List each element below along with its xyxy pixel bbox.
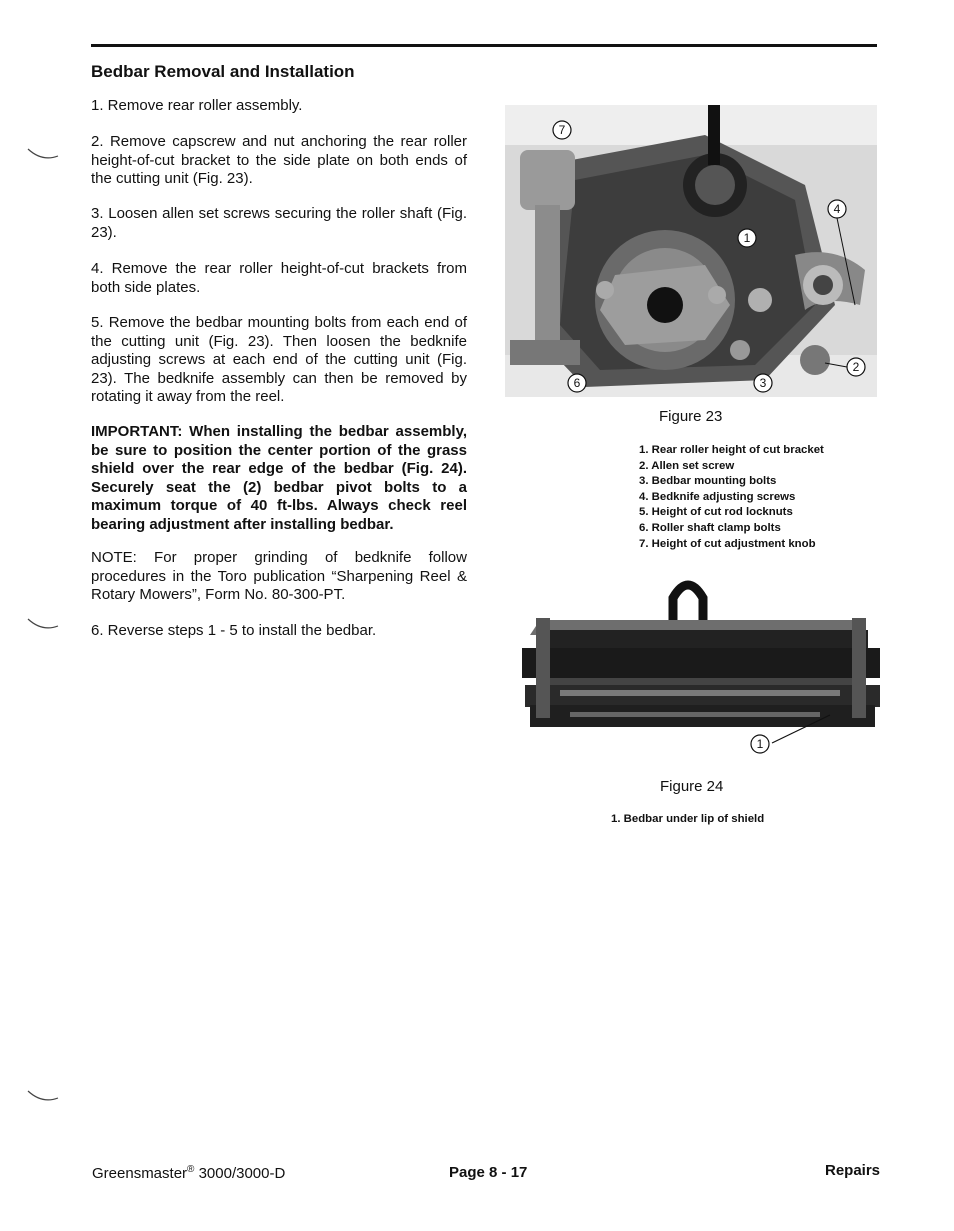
product-name: Greensmaster <box>92 1165 188 1182</box>
legend-item: 5. Height of cut rod locknuts <box>639 506 793 519</box>
step-1: 1. Remove rear roller assembly. <box>91 97 303 114</box>
legend-item: 4. Bedknife adjusting screws <box>639 490 796 503</box>
grinding-note: NOTE: For proper grinding of bedknife follow procedures in the Toro publication “Sharpening Reel & Rotary Mowers”, Form No. 80-300-PT. <box>91 549 467 603</box>
figure-24-legend-item: 1. Bedbar under lip of shield <box>611 813 765 825</box>
product-model: 3000/3000-D <box>194 1165 286 1182</box>
step-6: 6. Reverse steps 1 - 5 to install the bedbar. <box>91 622 377 639</box>
footer-section: Repairs <box>825 1162 881 1179</box>
registered-mark: ® <box>187 1164 195 1175</box>
figure-23-caption: Figure 23 <box>659 408 723 425</box>
legend-item: 3. Bedbar mounting bolts <box>639 475 777 488</box>
margin-mark <box>26 618 60 630</box>
figure-23-callout: 4 <box>833 202 841 216</box>
step-5: 5. Remove the bedbar mounting bolts from each end of the cutting unit (Fig. 23). Then loosen the bedknife adjusting screws at each end of the cutting unit (Fig. 23). The bedknife assembly can then be removed by rotating it away from the reel. <box>91 314 467 405</box>
step-2: 2. Remove capscrew and nut anchoring the rear roller height-of-cut bracket to the side plate on both ends of the cutting unit (Fig. 23). <box>91 133 467 187</box>
figure-23-callout: 3 <box>759 376 767 390</box>
figure-23-callout: 2 <box>852 360 860 374</box>
margin-mark <box>26 1090 60 1102</box>
legend-item: 6. Roller shaft clamp bolts <box>639 521 781 534</box>
header-rule <box>91 44 877 47</box>
figure-24-caption: Figure 24 <box>660 778 724 795</box>
legend-item: 1. Rear roller height of cut bracket <box>639 444 824 456</box>
page-number: Page 8 - 17 <box>449 1164 528 1181</box>
figure-23-callout: 7 <box>558 123 566 137</box>
figure-24-photo <box>510 570 882 760</box>
figure-23-callout: 6 <box>573 376 581 390</box>
figure-23-photo <box>505 105 877 397</box>
legend-item: 2. Allen set screw <box>639 459 735 472</box>
important-note: IMPORTANT: When installing the bedbar assembly, be sure to position the center portion of the grass shield over the rear edge of the bedbar (Fig. 24). Securely seat the (2) bedbar pivot bolts to a maximum torque of 40 ft-lbs. Always check reel bearing adjustment after installing bedbar. <box>91 423 467 533</box>
figure-23-legend <box>639 443 824 552</box>
figure-24-callout: 1 <box>756 737 764 751</box>
figure-23-callout: 1 <box>743 231 751 245</box>
margin-mark <box>26 148 60 160</box>
legend-item: 7. Height of cut adjustment knob <box>639 537 816 550</box>
step-3: 3. Loosen allen set screws securing the roller shaft (Fig. 23). <box>91 205 467 241</box>
section-title: Bedbar Removal and Installation <box>91 62 355 81</box>
step-4: 4. Remove the rear roller height-of-cut brackets from both side plates. <box>91 260 467 296</box>
footer-product <box>92 1164 285 1182</box>
